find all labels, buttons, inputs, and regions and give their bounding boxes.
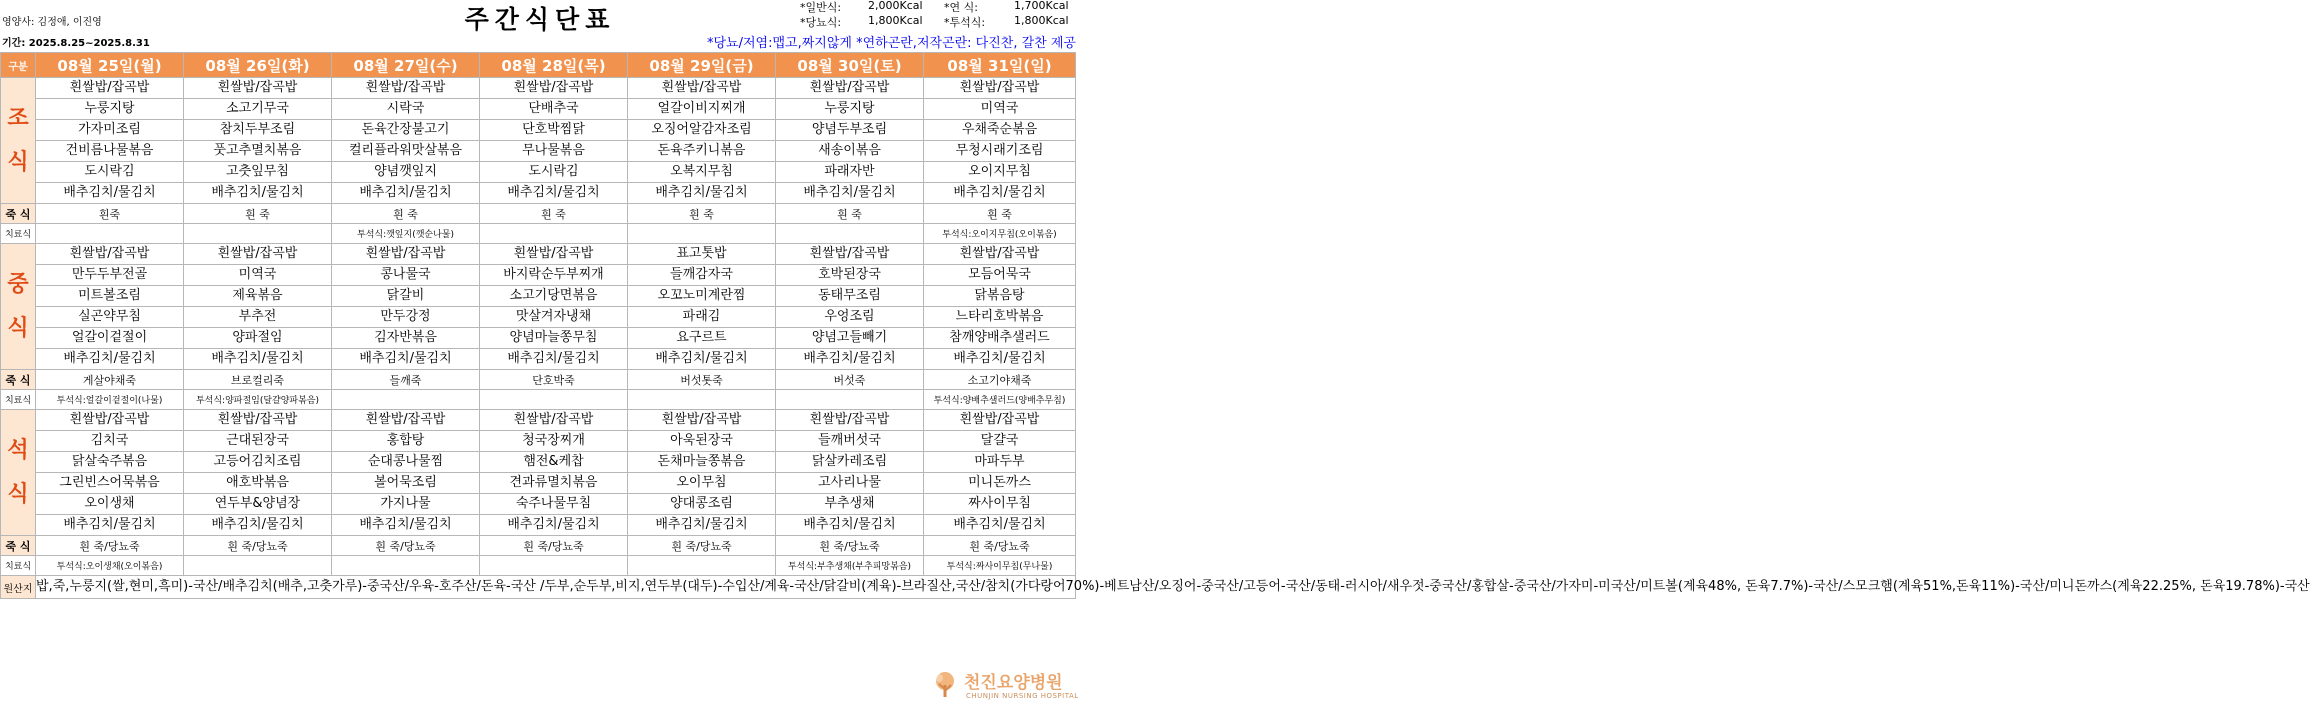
menu-item: 흰쌀밥/잡곡밥: [480, 410, 628, 431]
meal-label-char: 조: [7, 105, 29, 131]
therapy-item: [628, 556, 776, 576]
kcal-general-value: 2,000Kcal: [868, 0, 923, 12]
menu-row: [1, 473, 1076, 494]
menu-item: 누룽지탕: [776, 99, 924, 120]
therapy-item: [184, 556, 332, 576]
menu-item: 파래자반: [776, 162, 924, 183]
porridge-item: 흰 죽: [924, 204, 1076, 224]
porridge-item: 흰 죽/당뇨죽: [332, 536, 480, 556]
tree-icon: [930, 670, 960, 700]
therapy-item: 투석식:얼갈이겉절이(나물): [36, 390, 184, 410]
therapy-item: 투석식:양파절임(달걀양파볶음): [184, 390, 332, 410]
diet-notice: *당뇨/저염:맵고,짜지않게 *연하곤란,저작곤란: 다진찬, 갈찬 제공: [706, 36, 1076, 51]
menu-row: [1, 431, 1076, 452]
menu-row: [1, 515, 1076, 536]
menu-item: 가자미조림: [36, 120, 184, 141]
menu-item: 요구르트: [628, 328, 776, 349]
menu-item: 단배추국: [480, 99, 628, 120]
menu-row: [1, 183, 1076, 204]
menu-row: [1, 162, 1076, 183]
porridge-item: 흰 죽: [184, 204, 332, 224]
menu-item: 실곤약무침: [36, 307, 184, 328]
therapy-label: 치료식: [1, 556, 36, 576]
meal-label-breakfast: [1, 78, 36, 204]
menu-item: 미역국: [924, 99, 1076, 120]
menu-row: [1, 328, 1076, 349]
kcal-general-label: *일반식:: [800, 1, 842, 14]
menu-item: 들깨버섯국: [776, 431, 924, 452]
menu-item: 무나물볶음: [480, 141, 628, 162]
menu-item: 미역국: [184, 265, 332, 286]
menu-item: 컬리플라워맛살볶음: [332, 141, 480, 162]
menu-item: 소고기무국: [184, 99, 332, 120]
menu-item: 양념두부조림: [776, 120, 924, 141]
porridge-item: 소고기야채죽: [924, 370, 1076, 390]
therapy-item: [776, 390, 924, 410]
period: 기간: 2025.8.25~2025.8.31: [2, 38, 150, 49]
porridge-item: 흰 죽/당뇨죽: [36, 536, 184, 556]
menu-item: 배추김치/물김치: [776, 349, 924, 370]
porridge-item: 브로컬리죽: [184, 370, 332, 390]
menu-item: 배추김치/물김치: [184, 515, 332, 536]
menu-item: 순대콩나물찜: [332, 452, 480, 473]
hospital-logo: [930, 668, 1079, 706]
menu-item: 맛살겨자냉채: [480, 307, 628, 328]
porridge-item: 흰 죽: [480, 204, 628, 224]
therapy-item: [776, 224, 924, 244]
menu-item: 건비름나물볶음: [36, 141, 184, 162]
menu-item: 누룽지탕: [36, 99, 184, 120]
menu-item: 흰쌀밥/잡곡밥: [332, 244, 480, 265]
therapy-row: [1, 556, 1076, 576]
menu-item: 홍합탕: [332, 431, 480, 452]
menu-item: 배추김치/물김치: [184, 349, 332, 370]
menu-item: 소고기당면볶음: [480, 286, 628, 307]
menu-item: 숙주나물무침: [480, 494, 628, 515]
therapy-item: [480, 556, 628, 576]
menu-item: 흰쌀밥/잡곡밥: [184, 78, 332, 99]
menu-item: 얼갈이겉절이: [36, 328, 184, 349]
menu-item: 도시락김: [480, 162, 628, 183]
meal-label-char: 식: [7, 315, 29, 341]
therapy-item: [332, 390, 480, 410]
menu-row: [1, 99, 1076, 120]
menu-item: 고춧잎무침: [184, 162, 332, 183]
meal-label-char: 석: [7, 437, 29, 463]
porridge-item: 흰 죽/당뇨죽: [628, 536, 776, 556]
porridge-item: 들깨죽: [332, 370, 480, 390]
porridge-item: 흰 죽: [776, 204, 924, 224]
menu-item: 배추김치/물김치: [924, 515, 1076, 536]
menu-item: 배추김치/물김치: [36, 183, 184, 204]
menu-item: 배추김치/물김치: [36, 349, 184, 370]
menu-item: 표고톳밥: [628, 244, 776, 265]
menu-item: 바지락순두부찌개: [480, 265, 628, 286]
menu-item: 김치국: [36, 431, 184, 452]
origin-text: 밥,죽,누룽지(쌀,현미,흑미)-국산/배추김치(배추,고춧가루)-중국산/우육-호주산/돈육-국산 /두부,순두부,비지,연두부(대두)-수입산/계육-국산/닭갈비(계육)-브라질산,국산/참치(가다랑어70%)-베트남산/오징어-중국산/고등어-국산/동태-러시아/새우젓-중국산/홍합살-중국산/가자미-미국산/미트볼(계육48%, 돈육7.7%)-국산/스모크햄(계육51%,돈육11%)-국산/미니돈까스(계육22.25%, 돈육19.78%)-국산: [36, 576, 1076, 599]
menu-item: 호박된장국: [776, 265, 924, 286]
menu-item: 근대된장국: [184, 431, 332, 452]
menu-item: 고등어김치조림: [184, 452, 332, 473]
meal-label-lunch: [1, 244, 36, 370]
hospital-name-english: CHUNJIN NURSING HOSPITAL: [966, 692, 1079, 700]
porridge-item: 흰 죽/당뇨죽: [924, 536, 1076, 556]
kcal-dialysis-label: *투석식:: [944, 16, 986, 29]
menu-item: 배추김치/물김치: [628, 515, 776, 536]
menu-item: 배추김치/물김치: [480, 515, 628, 536]
menu-item: 배추김치/물김치: [36, 515, 184, 536]
menu-item: 달걀국: [924, 431, 1076, 452]
porridge-item: 버섯톳죽: [628, 370, 776, 390]
therapy-item: [628, 390, 776, 410]
menu-item: 햄전&케찹: [480, 452, 628, 473]
therapy-item: [480, 224, 628, 244]
therapy-label: 치료식: [1, 390, 36, 410]
porridge-label: 죽 식: [1, 204, 36, 224]
menu-item: 부추전: [184, 307, 332, 328]
hospital-name: 천진요양병원: [964, 673, 1063, 693]
porridge-item: 흰 죽: [628, 204, 776, 224]
gubun-header: 구분: [1, 53, 36, 78]
porridge-label: 죽 식: [1, 370, 36, 390]
day-header: 08월 25일(월): [36, 53, 184, 78]
menu-item: 흰쌀밥/잡곡밥: [776, 244, 924, 265]
menu-item: 우엉조림: [776, 307, 924, 328]
menu-item: 흰쌀밥/잡곡밥: [628, 78, 776, 99]
menu-item: 흰쌀밥/잡곡밥: [332, 78, 480, 99]
menu-row: [1, 265, 1076, 286]
porridge-item: 흰 죽: [332, 204, 480, 224]
day-header: 08월 28일(목): [480, 53, 628, 78]
therapy-item: 투석식:짜사이무침(무나물): [924, 556, 1076, 576]
menu-item: 닭살카레조림: [776, 452, 924, 473]
menu-item: 양파절임: [184, 328, 332, 349]
origin-label: 원산지: [1, 576, 36, 599]
kcal-diabetic-value: 1,800Kcal: [868, 14, 923, 27]
menu-item: 흰쌀밥/잡곡밥: [184, 244, 332, 265]
menu-item: 시락국: [332, 99, 480, 120]
therapy-item: [628, 224, 776, 244]
porridge-label: 죽 식: [1, 536, 36, 556]
porridge-row: [1, 204, 1076, 224]
menu-item: 느타리호박볶음: [924, 307, 1076, 328]
menu-item: 제육볶음: [184, 286, 332, 307]
menu-item: 닭갈비: [332, 286, 480, 307]
menu-item: 오꼬노미계란찜: [628, 286, 776, 307]
menu-item: 흰쌀밥/잡곡밥: [332, 410, 480, 431]
menu-item: 부추생채: [776, 494, 924, 515]
menu-item: 돈육주키니볶음: [628, 141, 776, 162]
porridge-item: 흰죽: [36, 204, 184, 224]
menu-item: 견과류멸치볶음: [480, 473, 628, 494]
therapy-item: 투석식:양배추샐러드(양배추무침): [924, 390, 1076, 410]
menu-item: 오이무침: [628, 473, 776, 494]
menu-item: 닭볶음탕: [924, 286, 1076, 307]
porridge-row: [1, 370, 1076, 390]
menu-item: 배추김치/물김치: [480, 183, 628, 204]
menu-item: 배추김치/물김치: [332, 183, 480, 204]
meal-label-char: 중: [7, 271, 29, 297]
menu-item: 모듬어묵국: [924, 265, 1076, 286]
menu-item: 고사리나물: [776, 473, 924, 494]
menu-item: 양념깻잎지: [332, 162, 480, 183]
porridge-item: 흰 죽/당뇨죽: [184, 536, 332, 556]
therapy-item: 투석식:깻잎지(깻순나물): [332, 224, 480, 244]
menu-item: 파래김: [628, 307, 776, 328]
menu-item: 양대콩조림: [628, 494, 776, 515]
menu-row: [1, 349, 1076, 370]
menu-item: 흰쌀밥/잡곡밥: [184, 410, 332, 431]
menu-item: 흰쌀밥/잡곡밥: [776, 78, 924, 99]
day-header: 08월 26일(화): [184, 53, 332, 78]
menu-item: 미니돈까스: [924, 473, 1076, 494]
menu-item: 배추김치/물김치: [628, 349, 776, 370]
menu-item: 배추김치/물김치: [924, 183, 1076, 204]
menu-item: 흰쌀밥/잡곡밥: [480, 78, 628, 99]
menu-item: 돈채마늘쫑볶음: [628, 452, 776, 473]
menu-item: 배추김치/물김치: [480, 349, 628, 370]
day-header-row: [1, 53, 1076, 78]
menu-item: 흰쌀밥/잡곡밥: [924, 410, 1076, 431]
menu-item: 흰쌀밥/잡곡밥: [924, 244, 1076, 265]
porridge-item: 버섯죽: [776, 370, 924, 390]
menu-item: 참치두부조림: [184, 120, 332, 141]
menu-item: 가지나물: [332, 494, 480, 515]
therapy-item: 투석식:부추생채(부추피망볶음): [776, 556, 924, 576]
menu-item: 만두두부전골: [36, 265, 184, 286]
menu-item: 오복지무침: [628, 162, 776, 183]
menu-row: [1, 410, 1076, 431]
meal-label-dinner: [1, 410, 36, 536]
kcal-soft-label: *연 식:: [944, 1, 978, 14]
menu-item: 흰쌀밥/잡곡밥: [36, 410, 184, 431]
therapy-row: [1, 224, 1076, 244]
therapy-label: 치료식: [1, 224, 36, 244]
menu-item: 닭살숙주볶음: [36, 452, 184, 473]
menu-item: 오이생채: [36, 494, 184, 515]
menu-item: 김자반볶음: [332, 328, 480, 349]
therapy-item: [332, 556, 480, 576]
menu-item: 배추김치/물김치: [332, 349, 480, 370]
page-title: 주간식단표: [464, 5, 616, 34]
menu-row: [1, 244, 1076, 265]
menu-item: 마파두부: [924, 452, 1076, 473]
menu-item: 도시락김: [36, 162, 184, 183]
menu-item: 배추김치/물김치: [776, 515, 924, 536]
menu-item: 배추김치/물김치: [332, 515, 480, 536]
menu-item: 볼어묵조림: [332, 473, 480, 494]
weekly-menu-table: [0, 52, 2310, 599]
menu-item: 연두부&양념장: [184, 494, 332, 515]
porridge-item: 흰 죽/당뇨죽: [480, 536, 628, 556]
therapy-item: [480, 390, 628, 410]
menu-item: 풋고추멸치볶음: [184, 141, 332, 162]
menu-item: 흰쌀밥/잡곡밥: [480, 244, 628, 265]
therapy-item: 투석식:오이지무침(오이볶음): [924, 224, 1076, 244]
menu-item: 청국장찌개: [480, 431, 628, 452]
menu-item: 배추김치/물김치: [776, 183, 924, 204]
porridge-item: 흰 죽/당뇨죽: [776, 536, 924, 556]
kcal-dialysis-value: 1,800Kcal: [1014, 14, 1069, 27]
meal-label-char: 식: [7, 149, 29, 175]
menu-item: 콩나물국: [332, 265, 480, 286]
menu-item: 짜사이무침: [924, 494, 1076, 515]
therapy-item: [184, 224, 332, 244]
origin-row: [1, 576, 1076, 599]
menu-item: 양념마늘쫑무침: [480, 328, 628, 349]
menu-row: [1, 78, 1076, 99]
menu-item: 그린빈스어묵볶음: [36, 473, 184, 494]
menu-item: 흰쌀밥/잡곡밥: [776, 410, 924, 431]
menu-row: [1, 307, 1076, 328]
day-header: 08월 31일(일): [924, 53, 1076, 78]
menu-item: 동태무조림: [776, 286, 924, 307]
menu-item: 참깨양배추샐러드: [924, 328, 1076, 349]
menu-item: 애호박볶음: [184, 473, 332, 494]
kcal-diabetic-label: *당뇨식:: [800, 16, 842, 29]
menu-item: 돈육간장불고기: [332, 120, 480, 141]
menu-item: 새송이볶음: [776, 141, 924, 162]
menu-item: 오징어알감자조림: [628, 120, 776, 141]
meal-label-char: 식: [7, 481, 29, 507]
porridge-row: [1, 536, 1076, 556]
menu-row: [1, 452, 1076, 473]
menu-item: 양념고들빼기: [776, 328, 924, 349]
menu-row: [1, 141, 1076, 162]
menu-item: 우채죽순볶음: [924, 120, 1076, 141]
day-header: 08월 29일(금): [628, 53, 776, 78]
menu-row: [1, 494, 1076, 515]
nutritionists: 영양사: 김정애, 이진영: [2, 17, 102, 28]
menu-row: [1, 286, 1076, 307]
therapy-item: 투석식:오이생채(오이볶음): [36, 556, 184, 576]
menu-item: 배추김치/물김치: [184, 183, 332, 204]
menu-item: 흰쌀밥/잡곡밥: [628, 410, 776, 431]
therapy-item: [36, 224, 184, 244]
day-header: 08월 30일(토): [776, 53, 924, 78]
therapy-row: [1, 390, 1076, 410]
porridge-item: 단호박죽: [480, 370, 628, 390]
menu-item: 흰쌀밥/잡곡밥: [36, 78, 184, 99]
menu-item: 흰쌀밥/잡곡밥: [924, 78, 1076, 99]
day-header: 08월 27일(수): [332, 53, 480, 78]
menu-item: 오이지무침: [924, 162, 1076, 183]
menu-item: 흰쌀밥/잡곡밥: [36, 244, 184, 265]
menu-item: 만두강정: [332, 307, 480, 328]
kcal-soft-value: 1,700Kcal: [1014, 0, 1069, 12]
porridge-item: 게살야채죽: [36, 370, 184, 390]
menu-row: [1, 120, 1076, 141]
menu-item: 들깨감자국: [628, 265, 776, 286]
menu-item: 단호박찜닭: [480, 120, 628, 141]
menu-item: 배추김치/물김치: [924, 349, 1076, 370]
menu-item: 무청시래기조림: [924, 141, 1076, 162]
menu-item: 아욱된장국: [628, 431, 776, 452]
menu-item: 얼갈이비지찌개: [628, 99, 776, 120]
menu-item: 배추김치/물김치: [628, 183, 776, 204]
menu-item: 미트볼조림: [36, 286, 184, 307]
